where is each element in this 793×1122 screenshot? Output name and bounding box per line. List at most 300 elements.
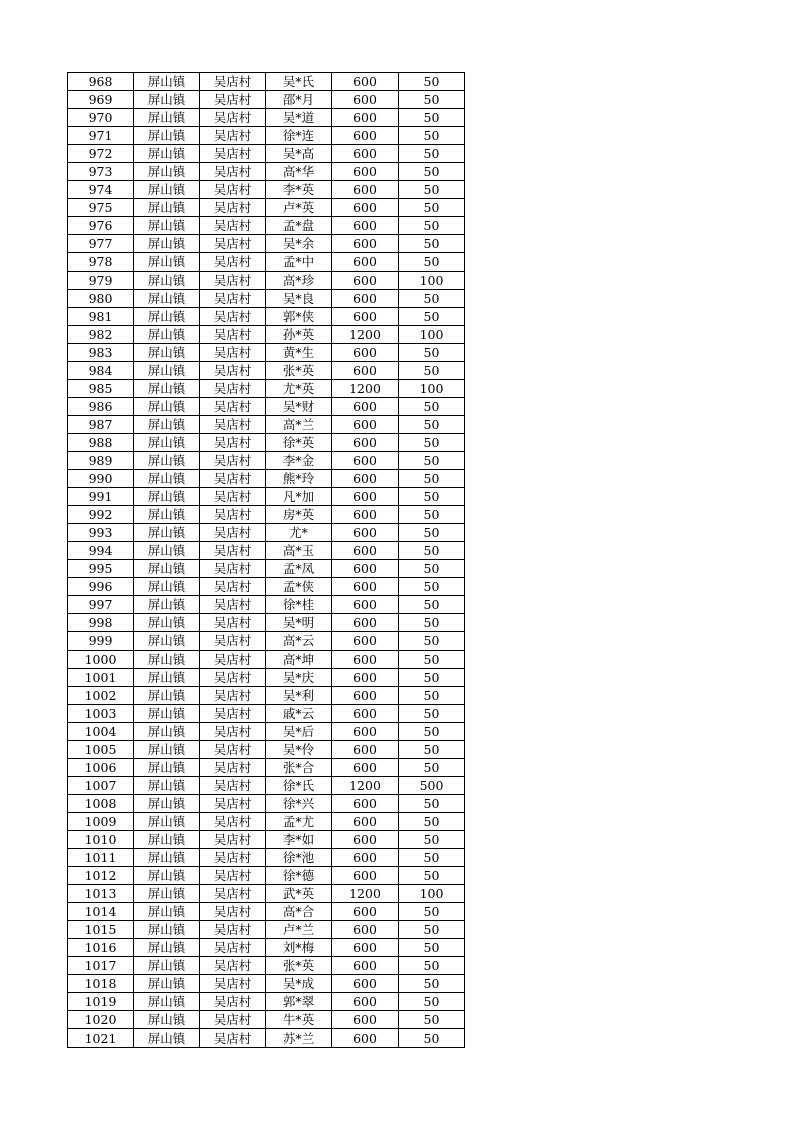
cell-subsidy: 50 (399, 975, 465, 993)
cell-village: 吴店村 (200, 560, 266, 578)
cell-town: 屏山镇 (134, 794, 200, 812)
cell-index: 1017 (68, 957, 134, 975)
cell-amount: 600 (332, 307, 399, 325)
cell-town: 屏山镇 (134, 1011, 200, 1029)
cell-name: 孙*英 (266, 325, 332, 343)
cell-town: 屏山镇 (134, 235, 200, 253)
cell-town: 屏山镇 (134, 379, 200, 397)
cell-town: 屏山镇 (134, 704, 200, 722)
cell-village: 吴店村 (200, 343, 266, 361)
cell-town: 屏山镇 (134, 921, 200, 939)
cell-subsidy: 50 (399, 849, 465, 867)
table-row (68, 975, 465, 993)
cell-name: 吴*良 (266, 289, 332, 307)
cell-amount: 600 (332, 740, 399, 758)
cell-amount: 600 (332, 506, 399, 524)
cell-name: 徐*氏 (266, 776, 332, 794)
cell-index: 987 (68, 415, 134, 433)
cell-subsidy: 50 (399, 939, 465, 957)
cell-subsidy: 50 (399, 488, 465, 506)
cell-subsidy: 50 (399, 397, 465, 415)
cell-name: 房*英 (266, 506, 332, 524)
cell-name: 吴*高 (266, 145, 332, 163)
cell-amount: 600 (332, 668, 399, 686)
table-row (68, 542, 465, 560)
cell-name: 吴*成 (266, 975, 332, 993)
cell-amount: 600 (332, 560, 399, 578)
cell-village: 吴店村 (200, 686, 266, 704)
table-row (68, 993, 465, 1011)
cell-village: 吴店村 (200, 361, 266, 379)
cell-town: 屏山镇 (134, 686, 200, 704)
cell-village: 吴店村 (200, 235, 266, 253)
cell-index: 1005 (68, 740, 134, 758)
cell-amount: 600 (332, 289, 399, 307)
cell-subsidy: 50 (399, 524, 465, 542)
table-row (68, 758, 465, 776)
cell-amount: 600 (332, 849, 399, 867)
cell-amount: 600 (332, 596, 399, 614)
cell-name: 高*兰 (266, 415, 332, 433)
cell-town: 屏山镇 (134, 632, 200, 650)
table-row (68, 668, 465, 686)
cell-index: 1003 (68, 704, 134, 722)
cell-subsidy: 50 (399, 235, 465, 253)
cell-index: 992 (68, 506, 134, 524)
cell-amount: 1200 (332, 325, 399, 343)
cell-village: 吴店村 (200, 451, 266, 469)
cell-amount: 600 (332, 632, 399, 650)
cell-amount: 600 (332, 650, 399, 668)
cell-amount: 600 (332, 830, 399, 848)
cell-amount: 600 (332, 614, 399, 632)
table-row (68, 217, 465, 235)
cell-name: 徐*桂 (266, 596, 332, 614)
cell-village: 吴店村 (200, 867, 266, 885)
cell-index: 971 (68, 127, 134, 145)
cell-village: 吴店村 (200, 830, 266, 848)
cell-village: 吴店村 (200, 740, 266, 758)
cell-subsidy: 100 (399, 885, 465, 903)
table-row (68, 614, 465, 632)
cell-name: 李*英 (266, 181, 332, 199)
cell-village: 吴店村 (200, 957, 266, 975)
cell-name: 徐*池 (266, 849, 332, 867)
cell-amount: 600 (332, 686, 399, 704)
cell-village: 吴店村 (200, 632, 266, 650)
cell-subsidy: 50 (399, 596, 465, 614)
cell-subsidy: 50 (399, 163, 465, 181)
cell-index: 988 (68, 433, 134, 451)
cell-amount: 600 (332, 451, 399, 469)
cell-subsidy: 50 (399, 650, 465, 668)
table-row (68, 957, 465, 975)
cell-subsidy: 50 (399, 415, 465, 433)
cell-amount: 600 (332, 271, 399, 289)
table-row (68, 235, 465, 253)
cell-village: 吴店村 (200, 776, 266, 794)
cell-town: 屏山镇 (134, 578, 200, 596)
cell-town: 屏山镇 (134, 975, 200, 993)
cell-village: 吴店村 (200, 650, 266, 668)
cell-town: 屏山镇 (134, 73, 200, 91)
cell-index: 985 (68, 379, 134, 397)
cell-village: 吴店村 (200, 939, 266, 957)
cell-index: 1019 (68, 993, 134, 1011)
cell-amount: 600 (332, 217, 399, 235)
cell-index: 1011 (68, 849, 134, 867)
cell-index: 1010 (68, 830, 134, 848)
cell-town: 屏山镇 (134, 867, 200, 885)
cell-village: 吴店村 (200, 163, 266, 181)
cell-index: 991 (68, 488, 134, 506)
cell-subsidy: 50 (399, 758, 465, 776)
table-row (68, 470, 465, 488)
cell-subsidy: 50 (399, 704, 465, 722)
table-row (68, 325, 465, 343)
cell-village: 吴店村 (200, 668, 266, 686)
cell-town: 屏山镇 (134, 361, 200, 379)
cell-town: 屏山镇 (134, 993, 200, 1011)
cell-name: 徐*德 (266, 867, 332, 885)
cell-index: 1009 (68, 812, 134, 830)
table-row (68, 812, 465, 830)
cell-town: 屏山镇 (134, 650, 200, 668)
cell-index: 1008 (68, 794, 134, 812)
cell-village: 吴店村 (200, 73, 266, 91)
cell-name: 李*如 (266, 830, 332, 848)
table-row (68, 379, 465, 397)
table-row (68, 397, 465, 415)
cell-subsidy: 50 (399, 1029, 465, 1047)
cell-index: 969 (68, 91, 134, 109)
cell-village: 吴店村 (200, 415, 266, 433)
cell-amount: 600 (332, 488, 399, 506)
cell-subsidy: 50 (399, 433, 465, 451)
cell-subsidy: 50 (399, 668, 465, 686)
table-row (68, 415, 465, 433)
cell-amount: 1200 (332, 379, 399, 397)
cell-amount: 1200 (332, 776, 399, 794)
cell-amount: 600 (332, 91, 399, 109)
cell-name: 吴*氏 (266, 73, 332, 91)
cell-subsidy: 50 (399, 560, 465, 578)
cell-village: 吴店村 (200, 614, 266, 632)
cell-village: 吴店村 (200, 993, 266, 1011)
cell-name: 徐*英 (266, 433, 332, 451)
table-row (68, 650, 465, 668)
cell-town: 屏山镇 (134, 307, 200, 325)
cell-subsidy: 50 (399, 181, 465, 199)
cell-subsidy: 50 (399, 722, 465, 740)
cell-subsidy: 50 (399, 199, 465, 217)
cell-town: 屏山镇 (134, 668, 200, 686)
table-row (68, 271, 465, 289)
cell-subsidy: 50 (399, 578, 465, 596)
table-row (68, 145, 465, 163)
cell-index: 995 (68, 560, 134, 578)
cell-index: 976 (68, 217, 134, 235)
cell-name: 苏*兰 (266, 1029, 332, 1047)
cell-subsidy: 50 (399, 993, 465, 1011)
cell-name: 高*云 (266, 632, 332, 650)
cell-index: 1000 (68, 650, 134, 668)
cell-amount: 600 (332, 433, 399, 451)
cell-name: 牛*英 (266, 1011, 332, 1029)
table-row (68, 560, 465, 578)
table-row (68, 253, 465, 271)
cell-village: 吴店村 (200, 1011, 266, 1029)
cell-village: 吴店村 (200, 253, 266, 271)
cell-index: 994 (68, 542, 134, 560)
cell-village: 吴店村 (200, 596, 266, 614)
cell-town: 屏山镇 (134, 939, 200, 957)
cell-subsidy: 50 (399, 830, 465, 848)
cell-village: 吴店村 (200, 921, 266, 939)
cell-index: 982 (68, 325, 134, 343)
cell-index: 1020 (68, 1011, 134, 1029)
cell-name: 卢*英 (266, 199, 332, 217)
cell-name: 徐*兴 (266, 794, 332, 812)
cell-village: 吴店村 (200, 91, 266, 109)
table-row (68, 939, 465, 957)
cell-town: 屏山镇 (134, 596, 200, 614)
cell-name: 张*英 (266, 957, 332, 975)
cell-subsidy: 50 (399, 253, 465, 271)
cell-town: 屏山镇 (134, 542, 200, 560)
cell-village: 吴店村 (200, 704, 266, 722)
cell-village: 吴店村 (200, 1029, 266, 1047)
table-row (68, 686, 465, 704)
table-row (68, 433, 465, 451)
table-row (68, 740, 465, 758)
table-row (68, 524, 465, 542)
cell-name: 凡*加 (266, 488, 332, 506)
cell-name: 孟*凤 (266, 560, 332, 578)
cell-village: 吴店村 (200, 488, 266, 506)
cell-index: 984 (68, 361, 134, 379)
cell-town: 屏山镇 (134, 433, 200, 451)
cell-town: 屏山镇 (134, 271, 200, 289)
cell-town: 屏山镇 (134, 253, 200, 271)
cell-index: 1001 (68, 668, 134, 686)
table-row (68, 885, 465, 903)
cell-subsidy: 50 (399, 343, 465, 361)
cell-village: 吴店村 (200, 397, 266, 415)
cell-village: 吴店村 (200, 109, 266, 127)
cell-village: 吴店村 (200, 289, 266, 307)
cell-amount: 600 (332, 145, 399, 163)
cell-village: 吴店村 (200, 885, 266, 903)
cell-town: 屏山镇 (134, 109, 200, 127)
table-row (68, 289, 465, 307)
cell-amount: 600 (332, 794, 399, 812)
cell-amount: 600 (332, 199, 399, 217)
cell-name: 孟*盘 (266, 217, 332, 235)
cell-index: 990 (68, 470, 134, 488)
cell-amount: 1200 (332, 885, 399, 903)
cell-town: 屏山镇 (134, 722, 200, 740)
cell-name: 郭*侠 (266, 307, 332, 325)
table-row (68, 163, 465, 181)
table-row (68, 632, 465, 650)
cell-town: 屏山镇 (134, 343, 200, 361)
cell-subsidy: 50 (399, 632, 465, 650)
cell-village: 吴店村 (200, 433, 266, 451)
cell-index: 1013 (68, 885, 134, 903)
cell-name: 熊*玲 (266, 470, 332, 488)
cell-index: 980 (68, 289, 134, 307)
cell-subsidy: 500 (399, 776, 465, 794)
cell-amount: 600 (332, 163, 399, 181)
cell-village: 吴店村 (200, 506, 266, 524)
cell-town: 屏山镇 (134, 957, 200, 975)
cell-town: 屏山镇 (134, 506, 200, 524)
table-row (68, 704, 465, 722)
cell-subsidy: 50 (399, 451, 465, 469)
cell-name: 孟*侠 (266, 578, 332, 596)
cell-index: 989 (68, 451, 134, 469)
table-row (68, 343, 465, 361)
cell-name: 刘*梅 (266, 939, 332, 957)
cell-amount: 600 (332, 397, 399, 415)
cell-amount: 600 (332, 73, 399, 91)
cell-village: 吴店村 (200, 181, 266, 199)
cell-amount: 600 (332, 957, 399, 975)
table-row (68, 199, 465, 217)
cell-village: 吴店村 (200, 812, 266, 830)
cell-index: 1016 (68, 939, 134, 957)
table-row (68, 307, 465, 325)
cell-town: 屏山镇 (134, 325, 200, 343)
table-body (68, 73, 465, 1048)
cell-subsidy: 50 (399, 957, 465, 975)
cell-name: 孟*尤 (266, 812, 332, 830)
table-row (68, 109, 465, 127)
cell-amount: 600 (332, 109, 399, 127)
cell-index: 968 (68, 73, 134, 91)
cell-index: 981 (68, 307, 134, 325)
cell-amount: 600 (332, 253, 399, 271)
cell-name: 李*金 (266, 451, 332, 469)
cell-subsidy: 50 (399, 921, 465, 939)
cell-amount: 600 (332, 470, 399, 488)
cell-village: 吴店村 (200, 903, 266, 921)
cell-village: 吴店村 (200, 975, 266, 993)
cell-name: 吴*明 (266, 614, 332, 632)
cell-village: 吴店村 (200, 542, 266, 560)
cell-amount: 600 (332, 361, 399, 379)
cell-index: 1004 (68, 722, 134, 740)
cell-subsidy: 50 (399, 217, 465, 235)
cell-name: 邵*月 (266, 91, 332, 109)
cell-town: 屏山镇 (134, 488, 200, 506)
cell-village: 吴店村 (200, 217, 266, 235)
cell-name: 高*坤 (266, 650, 332, 668)
table-row (68, 451, 465, 469)
cell-town: 屏山镇 (134, 758, 200, 776)
cell-amount: 600 (332, 921, 399, 939)
cell-index: 1007 (68, 776, 134, 794)
table-row (68, 91, 465, 109)
cell-subsidy: 50 (399, 109, 465, 127)
cell-subsidy: 50 (399, 1011, 465, 1029)
cell-amount: 600 (332, 975, 399, 993)
cell-subsidy: 50 (399, 506, 465, 524)
cell-town: 屏山镇 (134, 1029, 200, 1047)
cell-index: 972 (68, 145, 134, 163)
cell-subsidy: 50 (399, 903, 465, 921)
cell-village: 吴店村 (200, 271, 266, 289)
cell-name: 黄*生 (266, 343, 332, 361)
cell-name: 吴*财 (266, 397, 332, 415)
cell-amount: 600 (332, 903, 399, 921)
table-row (68, 181, 465, 199)
cell-name: 高*珍 (266, 271, 332, 289)
cell-subsidy: 50 (399, 73, 465, 91)
cell-subsidy: 100 (399, 271, 465, 289)
cell-name: 吴*庆 (266, 668, 332, 686)
cell-town: 屏山镇 (134, 849, 200, 867)
cell-amount: 600 (332, 524, 399, 542)
cell-name: 吴*利 (266, 686, 332, 704)
cell-village: 吴店村 (200, 849, 266, 867)
cell-subsidy: 50 (399, 127, 465, 145)
cell-amount: 600 (332, 1011, 399, 1029)
cell-name: 吴*伶 (266, 740, 332, 758)
cell-index: 973 (68, 163, 134, 181)
table-row (68, 1011, 465, 1029)
cell-subsidy: 50 (399, 867, 465, 885)
cell-index: 1015 (68, 921, 134, 939)
cell-village: 吴店村 (200, 325, 266, 343)
cell-amount: 600 (332, 867, 399, 885)
cell-village: 吴店村 (200, 199, 266, 217)
cell-village: 吴店村 (200, 722, 266, 740)
cell-amount: 600 (332, 181, 399, 199)
cell-town: 屏山镇 (134, 415, 200, 433)
cell-index: 986 (68, 397, 134, 415)
cell-index: 970 (68, 109, 134, 127)
cell-town: 屏山镇 (134, 776, 200, 794)
cell-village: 吴店村 (200, 794, 266, 812)
cell-town: 屏山镇 (134, 830, 200, 848)
cell-name: 高*华 (266, 163, 332, 181)
cell-index: 998 (68, 614, 134, 632)
cell-subsidy: 50 (399, 361, 465, 379)
table-row (68, 830, 465, 848)
cell-name: 卢*兰 (266, 921, 332, 939)
cell-name: 尤*英 (266, 379, 332, 397)
cell-village: 吴店村 (200, 145, 266, 163)
cell-index: 1018 (68, 975, 134, 993)
cell-amount: 600 (332, 542, 399, 560)
cell-subsidy: 50 (399, 794, 465, 812)
cell-town: 屏山镇 (134, 451, 200, 469)
cell-town: 屏山镇 (134, 614, 200, 632)
cell-name: 高*玉 (266, 542, 332, 560)
cell-subsidy: 50 (399, 686, 465, 704)
cell-subsidy: 100 (399, 379, 465, 397)
cell-name: 武*英 (266, 885, 332, 903)
cell-amount: 600 (332, 758, 399, 776)
cell-name: 张*英 (266, 361, 332, 379)
table-row (68, 867, 465, 885)
table-row (68, 921, 465, 939)
cell-subsidy: 100 (399, 325, 465, 343)
cell-village: 吴店村 (200, 379, 266, 397)
cell-index: 1012 (68, 867, 134, 885)
